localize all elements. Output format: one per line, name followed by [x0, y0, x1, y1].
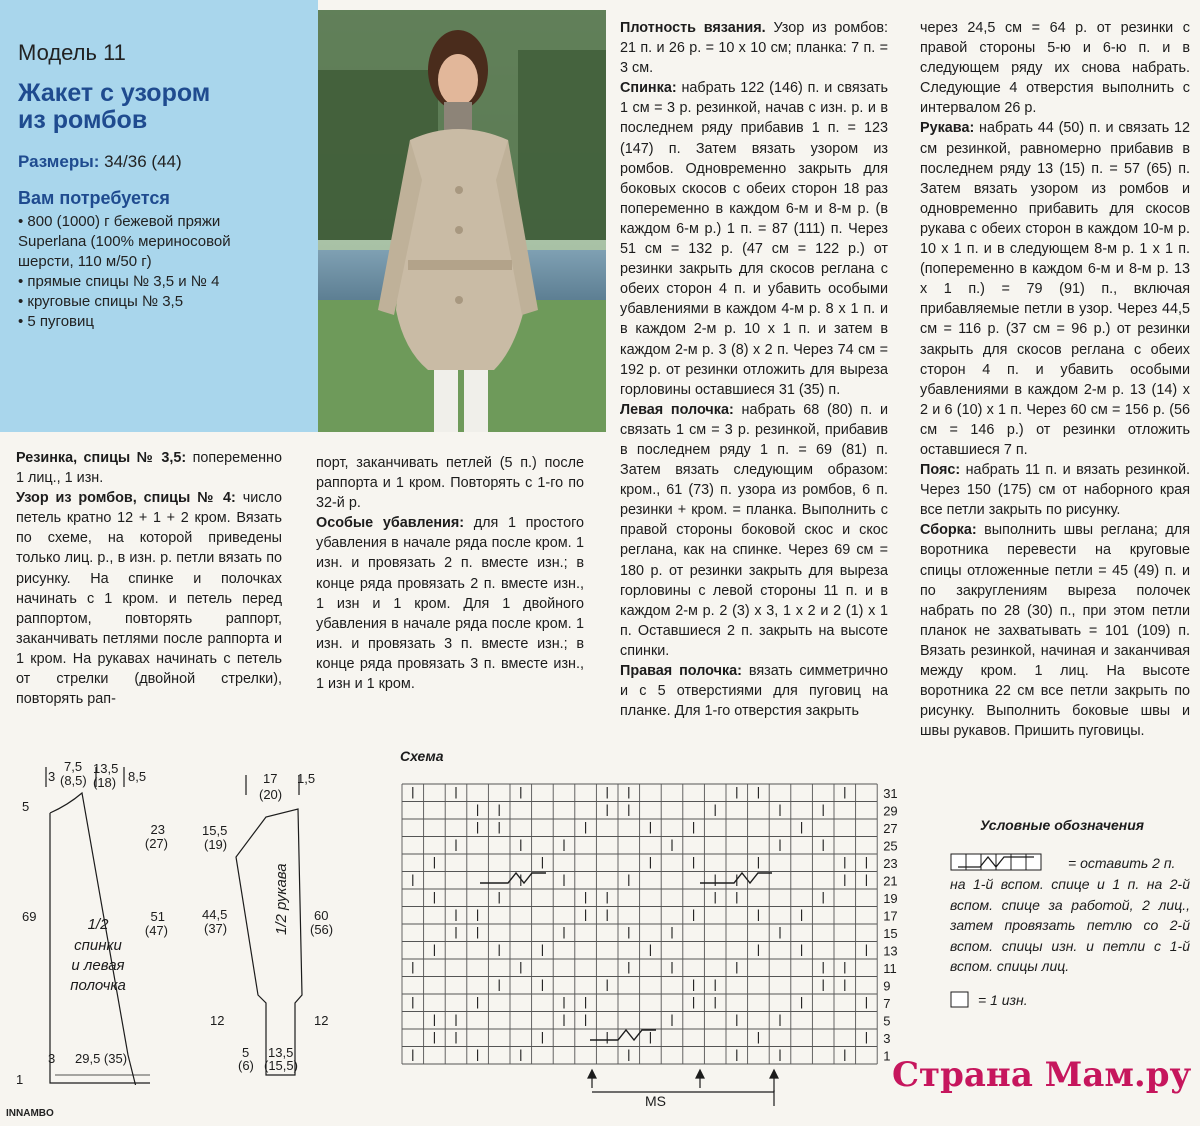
- dim-47: (47): [144, 923, 168, 938]
- dim-17: 17: [263, 771, 278, 786]
- row-number: 25: [883, 838, 898, 854]
- text-column-4: [920, 18, 1190, 741]
- row-number: 31: [883, 786, 898, 801]
- paragraph-text: число петель кратно 12 + 1 + 2 кром. Вязать по схеме, на которой приведены только лиц. р., в изн. р. петли вязать по рисунку. На спинке и полочках начинать с 1 кром. и петель перед раппортом, повторять раппорт, заканчивать петлями после раппорта и 1 кром. На рукавах начинать с петель от стрелки (двойной стрелки), повторять рап-: [16, 490, 282, 708]
- paragraph-heading: Пояс:: [920, 462, 961, 479]
- paragraph-heading: Рукава:: [920, 120, 975, 137]
- row-number: 15: [883, 926, 898, 941]
- sizes-value: 34/36 (44): [104, 152, 182, 171]
- model-photo: [318, 10, 606, 432]
- dim-3b: 3: [48, 1051, 56, 1066]
- paragraph: [920, 18, 1190, 118]
- dim-6: (6): [238, 1058, 254, 1073]
- dim-18: (18): [93, 775, 117, 790]
- paragraph-heading: Плотность вязания.: [620, 20, 766, 36]
- legend-item-1-title: = оставить 2 п.: [1068, 855, 1176, 871]
- dim-56: (56): [310, 922, 334, 937]
- body-label-1: 1/2: [87, 916, 109, 933]
- knitting-chart: [400, 770, 900, 1110]
- row-number: 29: [883, 803, 898, 819]
- row-number: 13: [883, 943, 898, 959]
- dim-5: 5: [242, 1045, 250, 1060]
- paragraph-text: для 1 простого убавления в начале ряда после кром. 1 изн. и провязать 2 п. вместе изн.; в конце ряда провязать 2 п. вместе изн., 1 изн и 1 кром. Для 1 двойного убавления в начале ряда после кром. 1 изн. и провязать 3 п. вместе изн.; в конце ряда провязать 3 п. вместе изн., 1 изн и 1 кром.: [316, 515, 585, 693]
- dim-20: (20): [259, 787, 283, 802]
- row-number: 3: [883, 1031, 891, 1046]
- legend-title: Условные обозначения: [980, 817, 1145, 833]
- purl-legend-icon: [950, 991, 970, 1009]
- body-label-3: и левая: [71, 957, 125, 974]
- paragraph: [16, 448, 282, 488]
- paragraph-heading: Сборка:: [920, 522, 977, 539]
- paragraph: [316, 453, 584, 513]
- source-label: INNAMBO: [6, 1108, 54, 1119]
- dim-5: 5: [22, 799, 30, 814]
- row-number: 21: [883, 873, 898, 889]
- dim-15-5b: (15,5): [264, 1058, 298, 1073]
- paragraph-text: порт, заканчивать петлей (5 п.) после раппорта и 1 кром. Повторять с 1-го по 32-й р.: [316, 455, 584, 512]
- title-line-2: из ромбов: [18, 106, 148, 134]
- paragraph: [620, 661, 888, 721]
- paragraph-text: попеременно 1 лиц., 1 изн.: [16, 450, 282, 487]
- sizes: [18, 152, 182, 172]
- paragraph-text: через 24,5 см = 64 р. от резинки с правой стороны 5-ю и 6-ю п. и в следующем ряду их снова набрать. Следующие 4 отверстия выполнить с интервалом 26 р.: [920, 20, 1190, 117]
- paragraph-heading: Узор из ромбов, спицы № 4:: [16, 490, 236, 507]
- paragraph-text: Узор из ромбов: 21 п. и 26 р. = 10 х 10 см; планка: 7 п. = 3 см.: [620, 20, 888, 77]
- paragraph-text: набрать 122 (146) п. и связать 1 см = 3 р. резинкой, начав с изн. р. и в последнем ряду прибавив 1 п. = 123 (147) п. Затем вязать узором из ромбов. Одновременно закрыть для боковых скосов с обеих сторон 18 раз попеременно в каждом 6-м и 8-м р. (в каждом 6-м р.) 1 п. = 87 (111) п. Через 51 см = 132 р. (47 см = 122 р.) от резинки закрыть для скосов реглана с обеих сторон 4 п. и убавить особыми убавлениями в каждом 4-м р. 8 х 1 п. и в каждом 2-м р. 10 х 1 п. и затем в каждом 2-м р. 3 (8) х 2 п. Через 74 см = 192 р. от резинки отложить для выреза горловины оставшиеся 31 (35) п.: [620, 80, 888, 398]
- row-number: 5: [883, 1013, 891, 1029]
- body-label-4: полочка: [70, 977, 126, 994]
- dim-12a: 12: [210, 1013, 225, 1028]
- page-title: [18, 80, 308, 134]
- dim-23: 23: [150, 822, 165, 837]
- ms-label: MS: [645, 1093, 666, 1109]
- watermark: Страна Мам.ру: [892, 1055, 1192, 1095]
- dim-13-5: 13,5: [93, 761, 119, 776]
- paragraph-text: вязать симметрично и с 5 отверстиями для пуговиц на планке. Для 1-го отверстия закрыть: [620, 663, 888, 720]
- row-number: 9: [883, 978, 891, 994]
- dim-51: 51: [150, 909, 165, 924]
- paragraph-text: выполнить швы реглана; для воротника перевести на круговые спицы отложенные петли = 45 (49) п. и по закруглениям выреза полочек набрать по 28 (30) п., при этом петли планок не захватывать = 101 (109) п. Вязать резинкой, начиная и заканчивая между кром. 1 лиц. На высоте воротника 22 см все петли закрыть по рисунку. Выполнить боковые швы и швы рукавов. Пришить пуговицы.: [920, 522, 1190, 740]
- paragraph-heading: Правая полочка:: [620, 663, 742, 679]
- materials-title: Вам потребуется: [18, 188, 170, 208]
- legend-item-2: = 1 изн.: [978, 992, 1028, 1008]
- dim-60: 60: [314, 908, 329, 923]
- schema-title: Схема: [400, 748, 444, 764]
- paragraph: [920, 118, 1190, 460]
- row-number: 27: [883, 821, 898, 836]
- paragraph-text: набрать 68 (80) п. и связать 1 см = 3 р. резинкой, прибавив в последнем ряду 1 п. = 69 (81) п. Затем вязать следующим образом: кром., 61 (73) п. узора из ромбов, 6 п. резинки + кром. = планка. Выполнить с правой стороны боковой скос и скос реглана, как на спинке. Через 69 см = 180 р. от резинки закрыть для выреза горловины с левой стороны 11 п. и в каждом 2-м р. 2 (3) х 3, 1 х 2 и 2 (1) х 1 п. Оставшиеся 2 п. закрыть на высоте спинки.: [620, 401, 888, 659]
- materials-item: шерсти, 110 м/50 г): [18, 253, 152, 270]
- materials-item: • круговые спицы № 3,5: [18, 293, 184, 310]
- sleeve-pattern-diagram: [200, 765, 360, 1085]
- cable-symbols: [480, 873, 772, 1040]
- cable-legend-icon: [950, 853, 1042, 871]
- dim-15-5: 15,5: [202, 823, 228, 838]
- model-label: Модель 11: [18, 40, 126, 65]
- text-column-3: [620, 18, 888, 721]
- dim-8-5b: 8,5: [128, 769, 147, 784]
- materials-item: • прямые спицы № 3,5 и № 4: [18, 273, 220, 290]
- materials-item: Superlana (100% мериносовой: [18, 233, 231, 250]
- paragraph: [620, 78, 888, 400]
- row-number: 7: [883, 996, 891, 1011]
- sizes-label: Размеры:: [18, 152, 100, 171]
- dim-1-5: 1,5: [297, 771, 316, 786]
- paragraph: [16, 488, 282, 709]
- row-number: 19: [883, 891, 898, 906]
- dim-44-5: 44,5: [202, 907, 228, 922]
- title-line-1: Жакет с узором: [18, 79, 211, 107]
- dim-3: 3: [48, 769, 56, 784]
- paragraph: [920, 460, 1190, 520]
- materials-item: • 5 пуговиц: [18, 313, 94, 330]
- dim-13-5: 13,5: [268, 1045, 294, 1060]
- paragraph: [316, 513, 584, 694]
- row-number: 17: [883, 908, 898, 924]
- paragraph-heading: Резинка, спицы № 3,5:: [16, 450, 187, 466]
- paragraph-text: набрать 44 (50) п. и связать 12 см резинкой, равномерно прибавив в последнем ряду 13 (15) п. = 57 (65) п. Затем вязать узором из ромбов и одновременно прибавить для скосов рукава с обеих сторон в каждом 10-м р. 10 х 1 п. и в следующем 8-м р. 1 х 1 п. (попеременно в каждом 6-м и 8-м р. 13 х 1 п.) = 79 (91) п., включая прибавляемые петли в узор. Через 44,5 см = 116 р. (37 см = 96 р.) от резинки закрыть для скосов реглана с обеих сторон 4 п. и убавить особыми убавлениями в каждом 2-м р. 13 (14) х 2 и 6 (10) х 1 п. Через 60 см = 156 р. (56 см = 146 р.) от резинки отложить оставшиеся 7 п.: [920, 120, 1190, 458]
- body-label-2: спинки: [74, 937, 122, 954]
- paragraph-heading: Особые убавления:: [316, 515, 465, 532]
- row-number: 1: [883, 1048, 891, 1064]
- dim-69: 69: [22, 909, 37, 924]
- row-number: 23: [883, 856, 898, 871]
- row-number: 11: [883, 961, 897, 976]
- body-pattern-diagram: [0, 755, 170, 1085]
- paragraph-heading: Спинка:: [620, 80, 677, 97]
- paragraph-text: набрать 11 п. и вязать резинкой. Через 150 (175) см от наборного края все петли закрыть по рисунку.: [920, 462, 1190, 519]
- dim-19: (19): [204, 837, 228, 852]
- text-column-1: [16, 448, 282, 709]
- arrows: [588, 1070, 778, 1106]
- dim-1: 1: [16, 1072, 24, 1085]
- legend-item-1-text: на 1-й вспом. спице и 1 п. на 2-й вспом. спице за работой, 2 лиц., затем провязать петлю со 2-й вспом. спицы изн. и петли с 1-й вспом. спицы лиц.: [950, 876, 1190, 974]
- dim-8-5: (8,5): [60, 773, 87, 788]
- dim-29-5: 29,5 (35): [75, 1051, 128, 1066]
- paragraph: [620, 400, 888, 661]
- dim-37: (37): [204, 921, 228, 936]
- dim-12b: 12: [314, 1013, 329, 1028]
- materials-list: [18, 212, 308, 332]
- materials-item: • 800 (1000) г бежевой пряжи: [18, 213, 221, 230]
- photo-illustration: [318, 10, 606, 432]
- dim-27: (27): [144, 836, 168, 851]
- sleeve-label: 1/2 рукава: [273, 863, 290, 935]
- paragraph: [920, 520, 1190, 741]
- paragraph-heading: Левая полочка:: [620, 401, 734, 418]
- text-column-2: [316, 453, 584, 694]
- dim-7-5: 7,5: [64, 759, 83, 774]
- paragraph: [620, 18, 888, 78]
